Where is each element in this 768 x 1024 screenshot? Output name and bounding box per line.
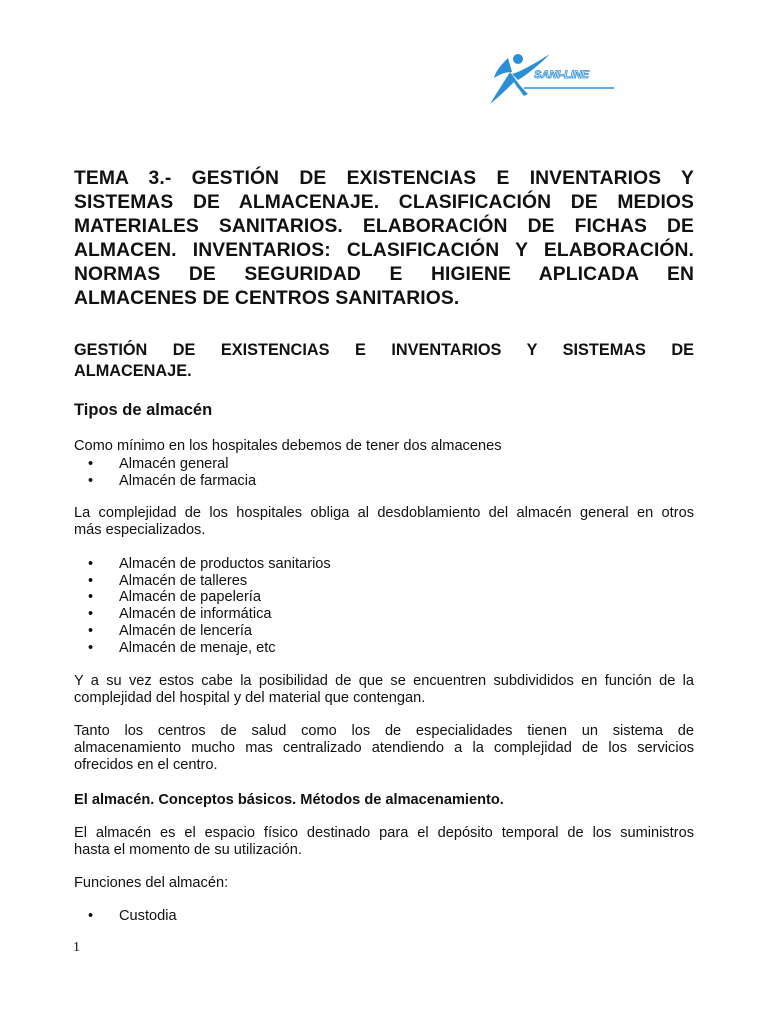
bullet: • [88,908,94,924]
section-title-line: GESTIÓN DE EXISTENCIAS E INVENTARIOS Y SISTEMAS DE [74,341,694,359]
intro-paragraph: Como mínimo en los hospitales debemos de tener dos almacenes [74,438,502,454]
list-item: • Almacén de farmacia [88,472,257,489]
title-line: NORMAS DE SEGURIDAD E HIGIENE APLICADA EN [74,264,694,285]
list-item: • Almacén de papelería [88,589,261,606]
title-line: MATERIALES SANITARIOS. ELABORACIÓN DE FICHAS DE [74,216,694,237]
bullet: • [88,572,94,589]
basic-warehouse-list [74,456,694,489]
storage-methods-heading: El almacén. Conceptos básicos. Métodos de almacenamiento. [74,792,504,808]
functions-list [74,908,694,925]
list-item: • Almacén general [88,456,229,472]
section-title [74,340,694,382]
subdivided-paragraph: Y a su vez estos cabe la posibilidad de que se encuentren subdivididos en función de la complejidad del hospital y del material que contengan. [74,673,694,706]
list-item: • Almacén de menaje, etc [88,639,276,656]
title-line: SISTEMAS DE ALMACENAJE. CLASIFICACIÓN DE MEDIOS [74,192,694,213]
sani-line-logo-mark [484,50,624,110]
list-item: • Almacén de talleres [88,572,248,589]
page-number: 1 [73,940,80,955]
bullet: • [88,556,94,572]
section-title-line: ALMACENAJE. [74,362,192,380]
definition-paragraph: El almacén es el espacio físico destinado para el depósito temporal de los suministros hasta el momento de su utilización. [74,825,694,858]
bullet: • [88,472,94,489]
title-line: TEMA 3.- GESTIÓN DE EXISTENCIAS E INVENTARIOS Y [74,168,694,189]
specialized-warehouse-list [74,556,694,656]
bullet: • [88,589,94,606]
bullet: • [88,639,94,656]
list-item: • Almacén de productos sanitarios [88,556,331,572]
bullet: • [88,456,94,472]
list-item: • Almacén de informática [88,606,272,623]
sani-line-logo [484,50,624,110]
document-title [74,167,694,311]
list-item: • Custodia [88,908,177,924]
bullet: • [88,606,94,623]
sub-heading: Tipos de almacén [74,401,213,419]
title-line: ALMACEN. INVENTARIOS: CLASIFICACIÓN Y ELABORACIÓN. [74,240,694,261]
centers-paragraph: Tanto los centros de salud como los de especialidades tienen un sistema de almacenamiento mucho mas centralizado atendiendo a la complejidad de los servicios ofrecidos en el centro. [74,723,694,773]
title-line: ALMACENES DE CENTROS SANITARIOS. [74,288,460,309]
bullet: • [88,622,94,639]
functions-label: Funciones del almacén: [74,875,229,891]
complexity-paragraph: La complejidad de los hospitales obliga al desdoblamiento del almacén general en otros más especializados. [74,505,694,538]
list-item: • Almacén de lencería [88,622,253,639]
logo-text: SANI-LINE [534,69,589,81]
